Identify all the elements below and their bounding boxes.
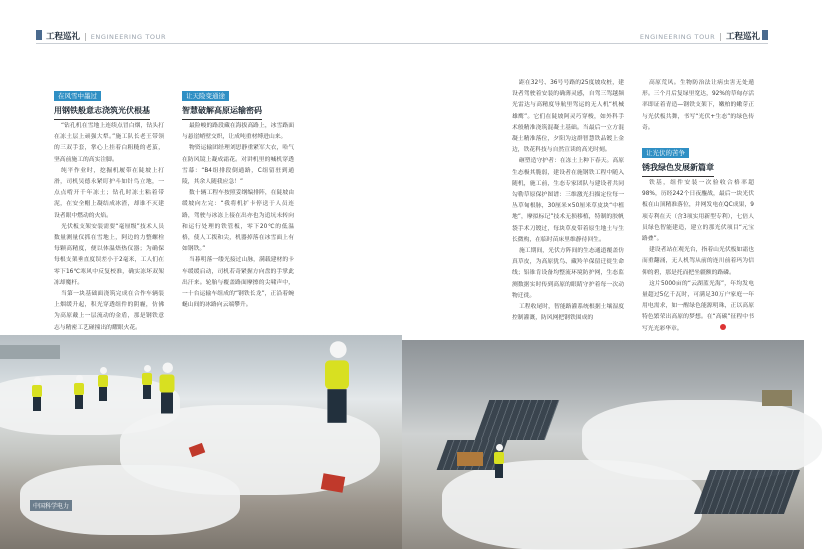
snow-slope-workers-photo	[0, 335, 402, 549]
paragraph: 砸塑造守护者：在冻土上种下春天。高原生态极其脆弱，建设者在施钢铁工程中随入随机，施工前，生态专家团队与建设者共同勾勒草原保护图谱：三维激光扫描定位每一丛草甸根脉，30厘米×50厘米草皮块“中植地”，摩拟标记”技术无损移植，特制的胶帆袋手术刀镀过，每块草皮带着原生地土与生长微构，在临时苗床里维静待回生。	[512, 158, 624, 243]
article1-tag: 在风雪中墨过	[54, 91, 101, 101]
snow-patch	[442, 460, 702, 550]
paragraph: 纯平作业时，挖掘机履带在陡坡上打滑，司机吴德永紧盯护斗如针鸟立地，一点点啃开千年冻土；钻孔时冻土粘着带泥，在安全帽上凝结成冰渣，却谁不灭建设者眼中燃动的火焰。	[54, 167, 164, 219]
worker-figure	[320, 341, 354, 423]
right-col1-body	[512, 78, 624, 340]
article3-title: 锈我绿色发展新篇章	[642, 163, 714, 172]
article1-title: 用钢铁般意志浇筑光伏根基	[54, 106, 150, 115]
paragraph: 施工期间，光伏方阵间的生态通道覆盖仿真草皮，为高原犹鸟、藏羚羊保留迁徙生命线；铝锥肯设备均整流环境防护网，生态监测数据实时传到高原的眼睛守护着每一次动物迁徙。	[512, 248, 624, 299]
article-end-mark	[720, 324, 726, 330]
paragraph: 当暮明落一缕光接过山脉，满载建材的卡车缓缓启动，司机若奇紧握方向盘的手掌此出汗来。轮胎与覆盖路面摩擦的尖啸声中，一十台运输车组成的“钢铁长龙”，正沿着蜿蜒山间的冰路向云端攀升。	[182, 257, 294, 309]
right-col2-body	[642, 178, 754, 332]
header-en: ENGINEERING TOUR	[639, 33, 716, 41]
material-crate	[457, 452, 483, 466]
header-rule	[36, 43, 402, 44]
header-section: 工程巡礼	[46, 32, 81, 42]
worker-figure	[96, 367, 110, 401]
header-section: 工程巡礼	[725, 32, 760, 42]
paragraph: 物资运输团经理刘思静重紧军大衣，哈气在防风镜上凝成霜花。对讲机里的喊机穿透雪幕：“B4组排段倒通路，C组留驻到通陵，其余人随我应急！”	[182, 145, 294, 186]
right-running-header	[640, 30, 760, 42]
worker-figure	[30, 377, 44, 411]
article2-title: 智慧破解高原运输密码	[182, 106, 262, 115]
article2-body	[182, 121, 294, 335]
header-separator: |	[719, 32, 722, 41]
right-col2-top	[642, 78, 754, 136]
distant-building	[0, 345, 60, 359]
article3-tag: 让光伏的苦争	[642, 148, 689, 158]
paragraph: 距在32号、36号号路的25度坡攻桩，建设者驾驶着安装的确薄灵感，自驾三驾越频光雷达与高精度导航里驾运的无人机“机械雄鹰”。它们在陡坡阿灵巧穿梭，如外科手术般精准浇筑混凝土基础。当最后一立方混凝土精准落位，夕阳为这群智慧铁品镀上金边，铁花科技与自然宣读的高光时刻。	[512, 80, 624, 154]
header-marker	[36, 30, 42, 40]
header-rule	[402, 43, 768, 44]
worker-figure	[157, 363, 178, 414]
paragraph: “钻孔机在雪地上连续点冒白烟，钻头打在冻土层上顽强大犁。”施工队长老王带领的三双手套，掌心上挂着白粗糙的老茧，坚高前施工的高实注脚。	[54, 123, 164, 163]
paragraph: 铁基，组件安装一次验收合格率超98%，历经242个日夜鏖战，最后一块光伏板在山顶精准落位，并网发电在QC成果，9项专利在天（含3项实用新型专利），七倍人员绿色智能建造，建立的那光伏项目“元宝路叠”。	[642, 180, 754, 243]
header-en: ENGINEERING TOUR	[90, 33, 167, 41]
solar-panel-row	[475, 400, 560, 440]
snow-solar-array-photo	[402, 340, 804, 549]
left-page	[0, 0, 402, 549]
header-marker	[762, 30, 768, 40]
paragraph: 工程收尾时，智能路灌系统根据土壤湿度控制灌溉，防风网把钢铁围成的	[512, 304, 624, 322]
article1-body	[54, 121, 164, 335]
paragraph: 光伏板支架安装需要“毫厘级”技术人员数量测量仪抓在雪地上，阿边的力整螺栓每颗高精度，便以体温焐热仪器；为确保每根支架垂直度误差小于2毫米，工人们在零下16℃寒风中反复校准，确实冻坏双架冻却魔杆。	[54, 223, 164, 286]
excavator	[762, 390, 792, 406]
article2-tag: 让天险变通途	[182, 91, 229, 101]
worker-figure	[140, 365, 154, 399]
right-page	[402, 0, 804, 549]
paragraph: 建设者站在观光台，指着山光伏板如霜也而重翻涌，无人机驾从前的连川前着玛为信仰的碧，那是托而把坐疆额的路磷。	[642, 247, 754, 276]
paragraph: 高原荒风。生物防治法让病虫害无处遁形。三个月后复绿里宽达，92%的草甸存活率即证着青造—钢铁支架下，嫩柏的嫩芽正与光伏板共舞，书写“光伏+生态”的绿色传奇。	[642, 80, 754, 131]
worker-figure	[72, 375, 86, 409]
paragraph: 数十辆工程车按照妥纲编排阵，在陡坡由缓坡向左完：“我将机扩卡停送于人员连路，驾驶与冰冻上接在出亦也为追坑未转向和运行处理的铁管板，零下20℃的低温格，使人工拨和尖，机器掉落在冰雪面上有如钢铁。”	[182, 190, 294, 253]
worker-figure	[492, 444, 506, 478]
paragraph: 最险峻的路段藏在海拔高路上，冰雪路面与悬崖峭壁交织，让成吨重材缚进山来。	[182, 123, 294, 141]
paragraph: 当第一块基础面浇筑完成在合作车辆装上烟缓升起，积光穿透组件的阴霾，仿佛为高原戴上一层流动的金盾，那是钢铁意志与精密工艺碰撞出的耀眼火花。	[54, 291, 164, 331]
header-separator: |	[84, 32, 87, 41]
paragraph: 这片5000亩的“云湖蓝光海”，年均发电量超过5亿千瓦时，可满足30万户家庭一年用电需求，如一醒绿色能源明珠，正以高原特色繁荣出高原的梦想。在“高碳”征程中书写光光彩华章。	[642, 280, 754, 332]
left-page-footer: 中国科学电力	[30, 500, 72, 511]
solar-panel-row	[694, 470, 800, 514]
left-running-header	[46, 30, 166, 42]
